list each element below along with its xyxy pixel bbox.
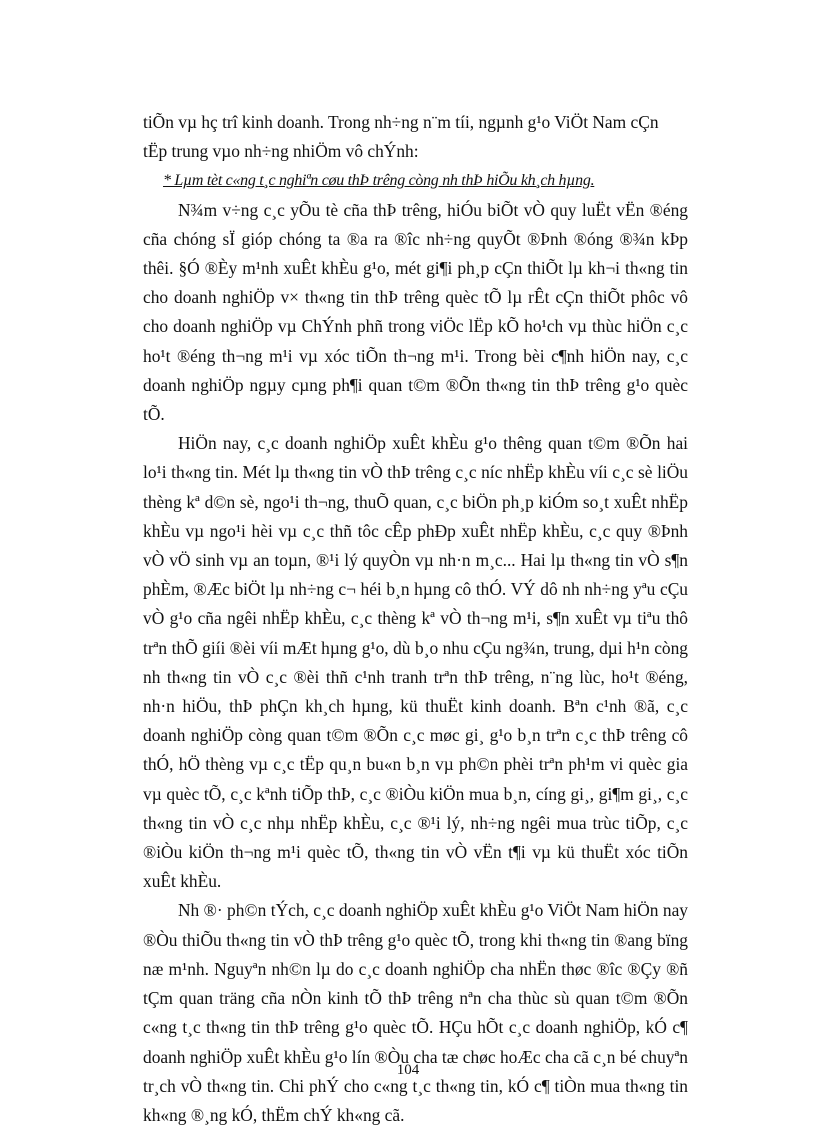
paragraph-2: HiÖn nay, c¸c doanh nghiÖp xuÊt khÈu g¹o thêng quan t©m ®Õn hai lo¹i th«ng tin. Mét lµ th«ng tin vÒ thÞ trêng c¸c níc nhËp khÈu víi c¸c sè liÖu thèng kª d©n sè, ngo¹i th¬ng, thuÕ quan, c¸c biÖn ph¸p kiÓm so¸t xuÊt nhËp khÈu vµ ngo¹i hèi vµ c¸c thñ tôc cÊp phÐp xuÊt nhËp khÈu, c¸c quy ®Þnh vÒ vÖ sinh vµ an toµn, ®¹i lý quyÒn vµ nh·n m¸c... Hai lµ th«ng tin vÒ s¶n phÈm, ®Æc biÖt lµ nh÷ng c¬ héi b¸n hµng cô thÓ. VÝ dô nh nh÷ng yªu cÇu vÒ g¹o cña ngêi nhËp khÈu, c¸c thèng kª vÒ th¬ng m¹i, s¶n xuÊt vµ tiªu thô trªn thÕ giíi ®èi víi mÆt hµng g¹o, dù b¸o nhu cÇu ng¾n, trung, dµi h¹n còng nh th«ng tin vÒ c¸c ®èi thñ c¹nh tranh trªn thÞ trêng, n¨ng lùc, ho¹t ®éng, nh·n hiÖu, thÞ phÇn kh¸ch hµng, kü thuËt kinh doanh. Bªn c¹nh ®ã, c¸c doanh nghiÖp còng quan t©m ®Õn c¸c møc gi¸ g¹o b¸n trªn c¸c thÞ trêng cô thÓ, hÖ thèng vµ c¸c tËp qu¸n bu«n b¸n vµ ph©n phèi trªn ph¹m vi quèc gia vµ quèc tÕ, c¸c kªnh tiÕp thÞ, c¸c ®iÒu kiÖn mua b¸n, cíng gi¸, gi¶m gi¸, c¸c th«ng tin vÒ c¸c nhµ nhËp khÈu, c¸c ®¹i lý, nh÷ng ngêi mua trùc tiÕp, c¸c ®iÒu kiÖn th¬ng m¹i quèc tÕ, th«ng tin vÒ vËn t¶i vµ kü thuËt xóc tiÕn xuÊt khÈu.: [143, 433, 688, 892]
section-heading: * Lµm tèt c«ng t¸c nghiªn cøu thÞ trêng còng nh thÞ hiÕu kh¸ch hµng.: [163, 172, 595, 190]
intro-line-2: tËp trung vµo nh÷ng nhiÖm vô chÝnh:: [143, 141, 419, 162]
paragraph-3: Nh ®· ph©n tÝch, c¸c doanh nghiÖp xuÊt khÈu g¹o ViÖt Nam hiÖn nay ®Òu thiÕu th«ng tin vÒ thÞ trêng g¹o quèc tÕ, trong khi th«ng tin ®ang bïng næ m¹nh. Nguyªn nh©n lµ do c¸c doanh nghiÖp cha nhËn thøc ®îc ®Çy ®ñ tÇm quan träng cña nÒn kinh tÕ thÞ trêng nªn cha thùc sù quan t©m ®Õn c«ng t¸c th«ng tin thÞ trêng g¹o quèc tÕ. HÇu hÕt c¸c doanh nghiÖp, kÓ c¶ doanh nghiÖp xuÊt khÈu g¹o lín ®Òu cha tæ chøc hoÆc cha cã c¸n bé chuyªn tr¸ch vÒ th«ng tin. Chi phÝ cho c«ng t¸c th«ng tin, kÓ c¶ tiÒn mua th«ng tin kh«ng ®¸ng kÓ, thËm chÝ kh«ng cã.: [143, 900, 688, 1125]
page-number: 104: [396, 1062, 420, 1078]
paragraph-1: N¾m v÷ng c¸c yÕu tè cña thÞ trêng, hiÓu biÕt vÒ quy luËt vËn ®éng cña chóng sÏ gióp chóng ta ®a ra ®îc nh÷ng quyÕt ®Þnh ®óng ®¾n kÞp thêi. §Ó ®Èy m¹nh xuÊt khÈu g¹o, mét gi¶i ph¸p cÇn thiÕt lµ kh¬i th«ng tin cho doanh nghiÖp v× th«ng tin thÞ trêng quèc tÕ lµ rÊt cÇn thiÕt phôc vô cho doanh nghiÖp vµ ChÝnh phñ trong viÖc lËp kÕ ho¹ch vµ thùc hiÖn c¸c ho¹t ®éng th¬ng m¹i vµ xóc tiÕn th¬ng m¹i. Trong bèi c¶nh hiÖn nay, c¸c doanh nghiÖp ngµy cµng ph¶i quan t©m ®Õn th«ng tin thÞ trêng g¹o quèc tÕ.: [143, 199, 688, 425]
body-text: [143, 108, 688, 1130]
intro-line-1: tiÕn vµ hç trî kinh doanh. Trong nh÷ng n¨m tíi, ngµnh g¹o ViÖt Nam cÇn: [143, 112, 659, 132]
